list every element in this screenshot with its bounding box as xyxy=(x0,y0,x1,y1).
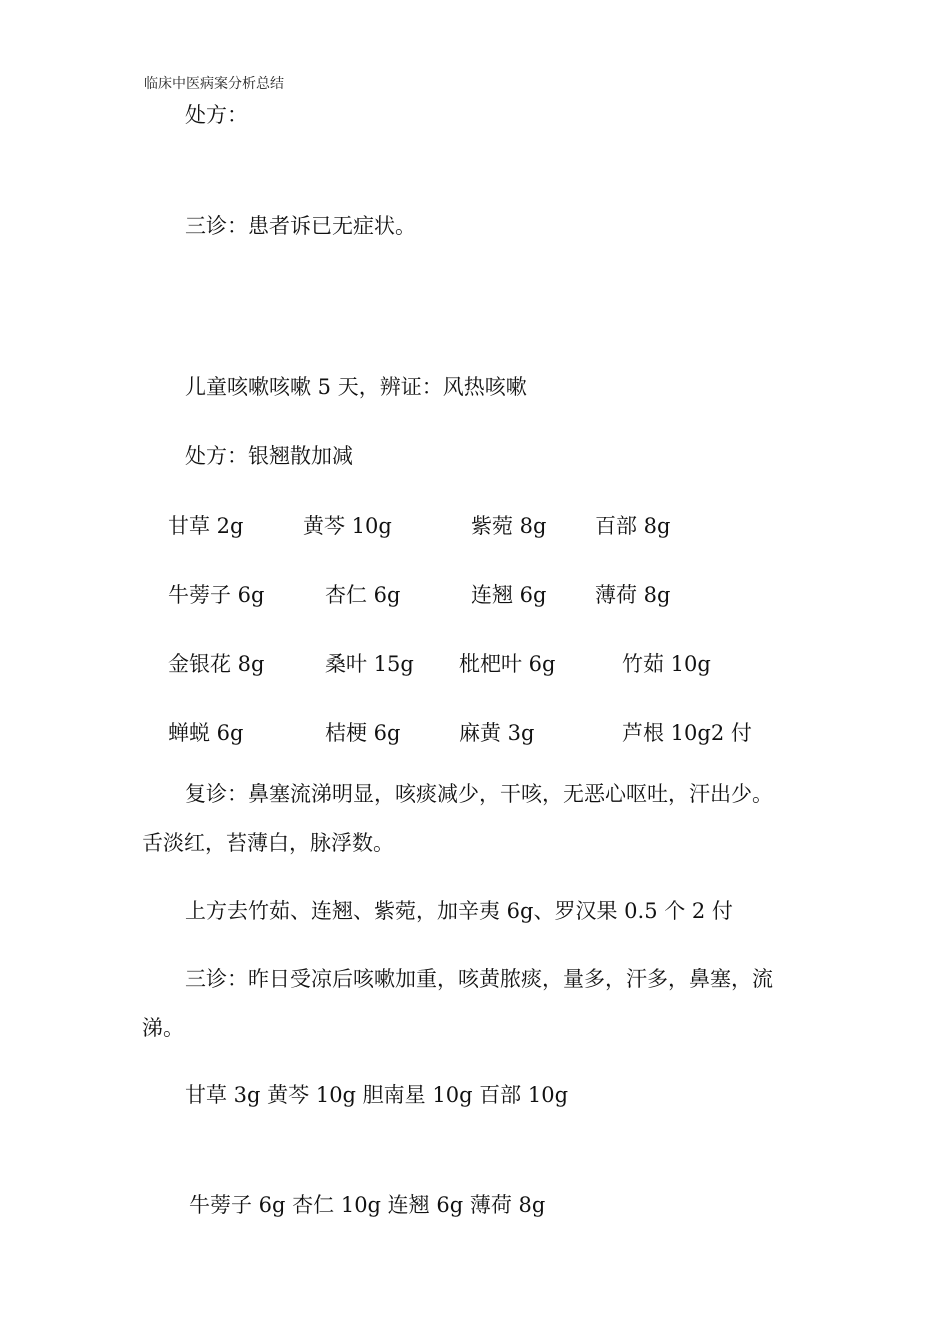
herb-cell: 麻黄 3g xyxy=(459,721,535,745)
herb-cell: 桑叶 15g xyxy=(325,652,414,676)
prescription-label-1: 处方： xyxy=(185,103,248,127)
herb-cell: 紫菀 8g xyxy=(471,514,547,538)
herb-cell: 薄荷 8g xyxy=(595,583,671,607)
herb-cell: 连翘 6g xyxy=(471,583,547,607)
herb-cell: 黄芩 10g xyxy=(303,514,392,538)
herb-cell: 蝉蜕 6g xyxy=(168,721,244,745)
modification-line: 上方去竹茹、连翘、紫菀，加辛夷 6g、罗汉果 0.5 个 2 付 xyxy=(185,899,733,923)
follow-up-line-2: 舌淡红，苔薄白，脉浮数。 xyxy=(142,831,394,855)
case-title: 儿童咳嗽咳嗽 5 天，辨证：风热咳嗽 xyxy=(185,375,527,399)
prescription-label-2: 处方：银翘散加减 xyxy=(185,444,353,468)
third-visit-2-line-2: 涕。 xyxy=(142,1016,184,1040)
follow-up-line-1: 复诊：鼻塞流涕明显，咳痰减少，干咳，无恶心呕吐，汗出少。 xyxy=(185,782,773,806)
final-prescription-line-1: 甘草 3g 黄芩 10g 胆南星 10g 百部 10g xyxy=(185,1083,569,1107)
herb-cell: 杏仁 6g xyxy=(325,583,401,607)
herb-cell: 芦根 10g2 付 xyxy=(622,721,752,745)
page-header: 临床中医病案分析总结 xyxy=(144,76,284,92)
herb-cell: 桔梗 6g xyxy=(325,721,401,745)
herb-cell: 百部 8g xyxy=(595,514,671,538)
third-visit-2-line-1: 三诊：昨日受凉后咳嗽加重，咳黄脓痰，量多，汗多，鼻塞，流 xyxy=(185,967,773,991)
herb-cell: 竹茹 10g xyxy=(622,652,711,676)
third-visit-1: 三诊：患者诉已无症状。 xyxy=(185,214,416,238)
herb-cell: 牛蒡子 6g xyxy=(168,583,265,607)
herb-cell: 枇杷叶 6g xyxy=(459,652,556,676)
herb-cell: 金银花 8g xyxy=(168,652,265,676)
final-prescription-line-2: 牛蒡子 6g 杏仁 10g 连翘 6g 薄荷 8g xyxy=(189,1193,546,1217)
herb-cell: 甘草 2g xyxy=(168,514,244,538)
